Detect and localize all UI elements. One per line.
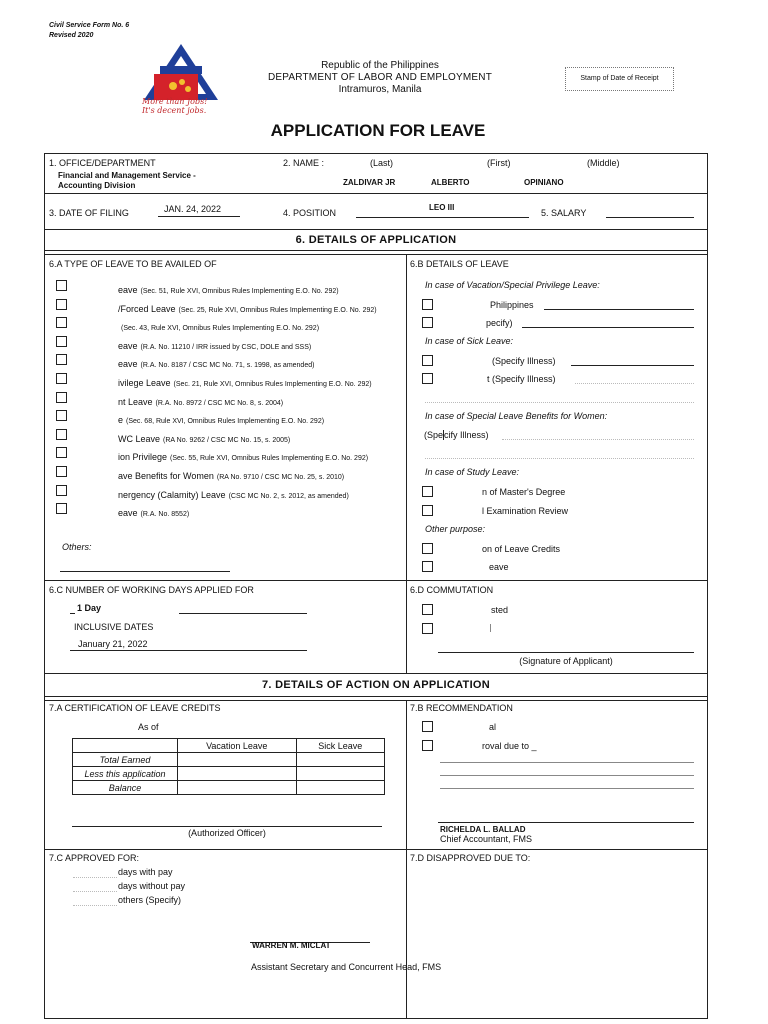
recommender-title: Chief Accountant, FMS — [440, 834, 533, 844]
leave-type-label: ivilege Leave — [118, 378, 171, 388]
leave-type-item — [118, 280, 339, 298]
form-revision: Revised 2020 — [49, 32, 94, 39]
leave-type-item — [118, 373, 372, 391]
in-hospital-checkbox[interactable] — [422, 355, 433, 366]
commutation-not-requested-checkbox[interactable] — [422, 604, 433, 615]
inclusive-dates-field[interactable]: January 21, 2022 — [78, 639, 148, 649]
out-patient-label: t (Specify Illness) — [487, 374, 556, 384]
form-number: Civil Service Form No. 6 — [49, 22, 130, 29]
leave-type-label: ave Benefits for Women — [118, 471, 214, 481]
commutation-requested-checkbox[interactable] — [422, 623, 433, 634]
date-filing-label: 3. DATE OF FILING — [49, 208, 129, 218]
row-label: Total Earned — [73, 753, 178, 767]
leave-type-checkbox[interactable] — [56, 447, 67, 458]
first-name-label: (First) — [487, 158, 511, 168]
authorized-officer-label: (Authorized Officer) — [188, 828, 266, 838]
sick-leave-header: Sick Leave — [296, 739, 384, 753]
monetization-label: on of Leave Credits — [482, 544, 561, 554]
approver-name: WARREN M. MICLAT — [252, 941, 331, 948]
masters-label: n of Master's Degree — [482, 487, 566, 497]
leave-type-checkbox[interactable] — [56, 299, 67, 310]
leave-type-checkbox[interactable] — [56, 410, 67, 421]
office-value-1[interactable]: Financial and Management Service - — [58, 171, 196, 180]
section6-title: 6. DETAILS OF APPLICATION — [295, 234, 457, 246]
position-field[interactable]: LEO III — [429, 203, 455, 212]
leave-type-checkbox[interactable] — [56, 429, 67, 440]
days-without-pay-field[interactable] — [73, 891, 117, 892]
leave-type-item — [118, 429, 290, 447]
days-with-pay-field[interactable] — [73, 877, 117, 878]
for-disapproval-checkbox[interactable] — [422, 740, 433, 751]
leave-type-checkbox[interactable] — [56, 280, 67, 291]
leave-type-item — [118, 317, 319, 335]
stamp-label: Stamp of Date of Receipt — [580, 75, 659, 82]
first-name-field[interactable]: ALBERTO — [431, 178, 470, 187]
table-row — [73, 781, 385, 795]
others-label: Others: — [62, 542, 92, 552]
leave-type-item — [118, 299, 377, 317]
abroad-checkbox[interactable] — [422, 317, 433, 328]
table-row — [73, 767, 385, 781]
leave-type-checkbox[interactable] — [56, 503, 67, 514]
stamp-box — [565, 67, 674, 91]
leave-type-checkbox[interactable] — [56, 336, 67, 347]
middle-name-label: (Middle) — [587, 158, 620, 168]
table-row — [73, 753, 385, 767]
row-label: Balance — [73, 781, 178, 795]
leave-type-label: eave — [118, 508, 138, 518]
section7d-title: 7.D DISAPPROVED DUE TO: — [410, 853, 531, 863]
section6c-title: 6.C NUMBER OF WORKING DAYS APPLIED FOR — [49, 585, 254, 595]
bar-review-checkbox[interactable] — [422, 505, 433, 516]
office-label: 1. OFFICE/DEPARTMENT — [49, 158, 156, 168]
position-label: 4. POSITION — [283, 208, 337, 218]
masters-checkbox[interactable] — [422, 486, 433, 497]
for-approval-checkbox[interactable] — [422, 721, 433, 732]
for-approval-label: al — [489, 722, 497, 732]
out-patient-checkbox[interactable] — [422, 373, 433, 384]
leave-type-checkbox[interactable] — [56, 466, 67, 477]
leave-type-label: ion Privilege — [118, 452, 168, 462]
section6b-title: 6.B DETAILS OF LEAVE — [410, 259, 509, 269]
section7c-title: 7.C APPROVED FOR: — [49, 853, 140, 863]
vacation-less-cell[interactable] — [178, 767, 297, 781]
others-specify-label: others (Specify) — [118, 895, 182, 905]
for-disapproval-label: roval due to _ — [482, 741, 537, 751]
leave-type-checkbox[interactable] — [56, 317, 67, 328]
applicant-signature-label: (Signature of Applicant) — [519, 656, 613, 666]
abroad-label: pecify) — [486, 318, 513, 328]
terminal-leave-checkbox[interactable] — [422, 561, 433, 572]
sick-total-earned-cell[interactable] — [296, 753, 384, 767]
as-of-label: As of — [138, 722, 159, 732]
section7a-title: 7.A CERTIFICATION OF LEAVE CREDITS — [49, 703, 221, 713]
date-filing-field[interactable]: JAN. 24, 2022 — [164, 204, 222, 214]
days-with-pay-label: days with pay — [118, 867, 173, 877]
leave-type-label: /Forced Leave — [118, 304, 176, 314]
sick-heading: In case of Sick Leave: — [425, 336, 514, 346]
leave-type-label: WC Leave — [118, 434, 161, 444]
leave-type-reference: (RA No. 9262 / CSC MC No. 15, s. 2005) — [163, 437, 291, 444]
leave-type-item — [118, 466, 344, 484]
inclusive-dates-label: INCLUSIVE DATES — [74, 622, 154, 632]
leave-type-item — [118, 503, 189, 521]
office-value-2[interactable]: Accounting Division — [58, 181, 136, 190]
leave-type-reference: (Sec. 55, Rule XVI, Omnibus Rules Implementing E.O. No. 292) — [170, 455, 369, 462]
section7-title: 7. DETAILS OF ACTION ON APPLICATION — [261, 679, 491, 691]
monetization-checkbox[interactable] — [422, 543, 433, 554]
last-name-label: (Last) — [370, 158, 394, 168]
leave-type-reference: (Sec. 25, Rule XVI, Omnibus Rules Implementing E.O. No. 292) — [178, 307, 377, 314]
study-heading: In case of Study Leave: — [425, 467, 520, 477]
leave-type-item — [118, 485, 349, 503]
applicant-signature-line[interactable] — [438, 652, 694, 653]
women-heading: In case of Special Leave Benefits for Women: — [425, 411, 608, 421]
terminal-leave-label: eave — [489, 562, 509, 572]
others-field[interactable] — [60, 571, 230, 572]
leave-type-reference: (R.A. No. 8187 / CSC MC No. 71, s. 1998, as amended) — [140, 362, 315, 369]
leave-type-item — [118, 392, 283, 410]
salary-field[interactable] — [606, 217, 694, 218]
leave-type-item — [118, 354, 314, 372]
section7b-title: 7.B RECOMMENDATION — [410, 703, 513, 713]
section6a-title: 6.A TYPE OF LEAVE TO BE AVAILED OF — [49, 259, 217, 269]
women-specify-label — [424, 430, 489, 440]
sick-balance-cell[interactable] — [296, 781, 384, 795]
leave-type-reference: (CSC MC No. 2, s. 2012, as amended) — [228, 493, 349, 500]
name-label: 2. NAME : — [283, 158, 325, 168]
republic-text: Republic of the Philippines — [321, 60, 439, 71]
logo-tagline-2: It's decent jobs. — [142, 106, 207, 115]
leave-type-reference: (Sec. 68, Rule XVI, Omnibus Rules Implementing E.O. No. 292) — [126, 418, 325, 425]
bar-review-label: l Examination Review — [482, 506, 569, 516]
vacation-heading: In case of Vacation/Special Privilege Leave: — [425, 280, 600, 290]
row-label: Less this application — [73, 767, 178, 781]
department-text: DEPARTMENT OF LABOR AND EMPLOYMENT — [267, 72, 493, 83]
in-hospital-label: (Specify Illness) — [492, 356, 556, 366]
leave-type-reference: (R.A. No. 11210 / IRR issued by CSC, DOLE and SSS) — [140, 344, 312, 351]
women-specify-part-b: cify Illness) — [444, 430, 489, 440]
days-without-pay-label: days without pay — [118, 881, 186, 891]
authorized-officer-signature-line[interactable] — [72, 826, 382, 827]
vacation-balance-cell[interactable] — [178, 781, 297, 795]
commutation-requested-label: sted — [491, 605, 509, 615]
leave-type-checkbox[interactable] — [56, 485, 67, 496]
others-specify-field[interactable] — [73, 905, 117, 906]
approver-title: Assistant Secretary and Concurrent Head, FMS — [251, 962, 442, 972]
recommender-name: RICHELDA L. BALLAD — [440, 825, 526, 834]
within-philippines-checkbox[interactable] — [422, 299, 433, 310]
leave-type-reference: (R.A. No. 8972 / CSC MC No. 8, s. 2004) — [155, 400, 284, 407]
leave-type-checkbox[interactable] — [56, 354, 67, 365]
logo-tagline-1: More than Jobs! — [142, 97, 208, 106]
leave-type-checkbox[interactable] — [56, 373, 67, 384]
leave-type-label: e — [118, 415, 124, 425]
last-name-field[interactable]: ZALDIVAR JR — [343, 178, 396, 187]
leave-type-item — [118, 447, 368, 465]
leave-type-reference: (Sec. 43, Rule XVI, Omnibus Rules Implementing E.O. No. 292) — [121, 325, 320, 332]
recommender-signature-line[interactable] — [438, 822, 694, 823]
sick-less-cell[interactable] — [296, 767, 384, 781]
leave-type-label: nergency (Calamity) Leave — [118, 490, 226, 500]
middle-name-field[interactable]: OPINIANO — [524, 178, 564, 187]
leave-type-label: eave — [118, 285, 138, 295]
salary-label: 5. SALARY — [541, 208, 587, 218]
other-purpose-heading: Other purpose: — [425, 524, 486, 534]
leave-type-reference: (RA No. 9710 / CSC MC No. 25, s. 2010) — [216, 474, 345, 481]
leave-type-label: eave — [118, 341, 138, 351]
leave-type-item — [118, 336, 311, 354]
leave-type-reference: (Sec. 51, Rule XVI, Omnibus Rules Implementing E.O. No. 292) — [140, 288, 339, 295]
women-specify-part-a: (Spe — [424, 430, 444, 440]
leave-type-item — [118, 410, 324, 428]
section6d-title: 6.D COMMUTATION — [410, 585, 494, 595]
leave-type-reference: (Sec. 21, Rule XVI, Omnibus Rules Implementing E.O. No. 292) — [173, 381, 372, 388]
leave-type-label: eave — [118, 359, 138, 369]
dole-logo — [140, 42, 222, 122]
within-philippines-label: Philippines — [490, 300, 534, 310]
leave-type-checkbox[interactable] — [56, 392, 67, 403]
vacation-total-earned-cell[interactable] — [178, 753, 297, 767]
leave-type-label: nt Leave — [118, 397, 153, 407]
address-text: Intramuros, Manila — [338, 84, 422, 95]
vacation-leave-header: Vacation Leave — [178, 739, 297, 753]
leave-credits-table — [72, 738, 385, 795]
leave-type-reference: (R.A. No. 8552) — [140, 511, 190, 518]
working-days-field[interactable]: 1 Day — [77, 603, 102, 613]
form-title: APPLICATION FOR LEAVE — [270, 121, 486, 140]
